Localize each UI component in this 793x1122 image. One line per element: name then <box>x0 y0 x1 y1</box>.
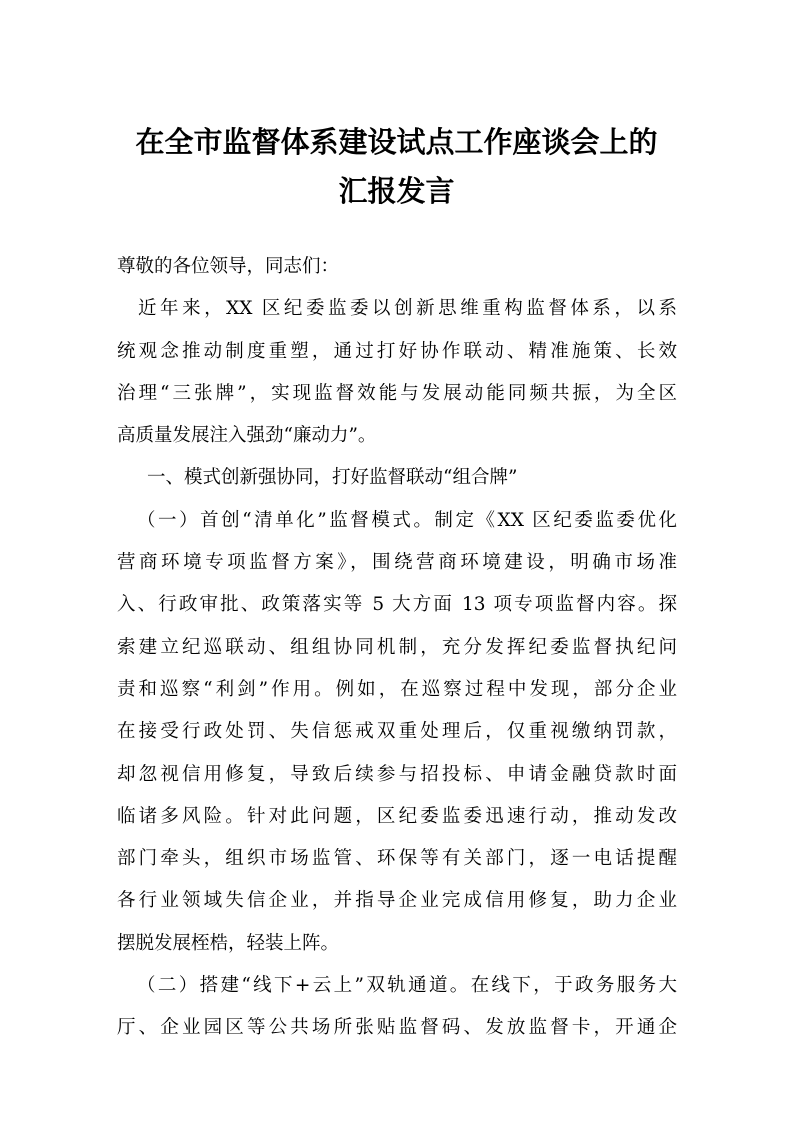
body-line: 索建立纪巡联动、组组协同机制，充分发挥纪委监督执纪问 <box>117 636 677 658</box>
body-line: 营商环境专项监督方案》，围绕营商环境建设，明确市场准 <box>117 552 677 574</box>
body-line: 在接受行政处罚、失信惩戒双重处理后，仅重视缴纳罚款， <box>117 721 677 743</box>
body-line: 治理“三张牌”，实现监督效能与发展动能同频共振，为全区 <box>117 382 677 404</box>
body-line: 入、行政审批、政策落实等 5 大方面 13 项专项监督内容。探 <box>117 594 677 616</box>
document-title-line-1: 在全市监督体系建设试点工作座谈会上的 <box>135 125 658 159</box>
body-line: 部门牵头，组织市场监管、环保等有关部门，逐一电话提醒 <box>117 848 677 870</box>
body-line: （二）搭建“线下+云上”双轨通道。在线下，于政务服务大 <box>137 975 677 997</box>
document-title-line-2: 汇报发言 <box>338 174 455 208</box>
document-body <box>117 246 677 1050</box>
body-line: 却忽视信用修复，导致后续参与招投标、申请金融贷款时面 <box>117 763 677 785</box>
body-line: （一）首创“清单化”监督模式。制定《XX 区纪委监委优化 <box>137 509 677 531</box>
body-line: 近年来，XX 区纪委监委以创新思维重构监督体系，以系 <box>138 298 677 320</box>
body-line: 统观念推动制度重塑，通过打好协作联动、精准施策、长效 <box>117 340 677 362</box>
body-line: 各行业领域失信企业，并指导企业完成信用修复，助力企业 <box>117 890 677 912</box>
body-line: 摆脱发展桎梏，轻装上阵。 <box>117 932 340 954</box>
body-line: 厅、企业园区等公共场所张贴监督码、发放监督卡，开通企 <box>117 1017 677 1039</box>
body-line: 责和巡察“利剑”作用。例如，在巡察过程中发现，部分企业 <box>117 678 677 700</box>
body-line: 临诸多风险。针对此问题，区纪委监委迅速行动，推动发改 <box>117 805 677 827</box>
body-line: 高质量发展注入强劲“廉动力”。 <box>117 425 377 447</box>
body-line: 一、模式创新强协同，打好监督联动“组合牌” <box>147 467 518 489</box>
body-line: 尊敬的各位领导，同志们： <box>117 256 340 277</box>
